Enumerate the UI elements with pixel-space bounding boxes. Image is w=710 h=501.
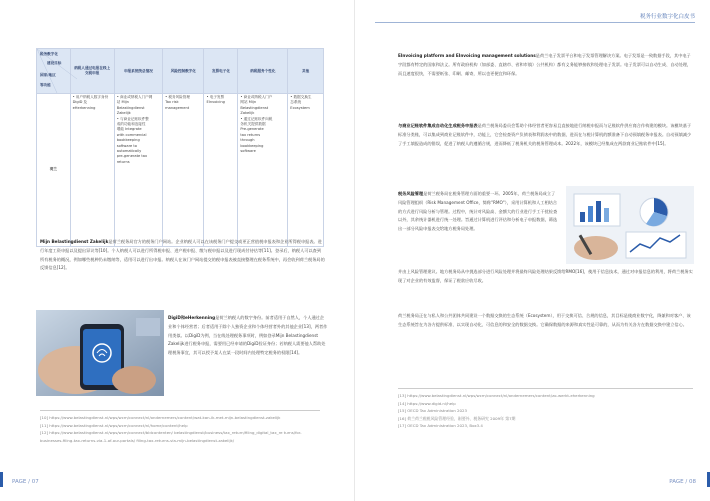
cell-line: eHerkenning <box>72 105 96 110</box>
footnote: [12] https://www.belastingdienst.nl/wps/wcm/connect/bldcontenten/ belastingdienst/business/tax_return/filing_digital_tax_re turns/for-businesses-filing-tax-returns-via-1-of-our-portals/ filing-tax-returns-via-mijn-belastingdienst-zakelijk/ <box>40 430 302 443</box>
column-header: 发票电子化 <box>204 49 238 94</box>
cell-line: Zakelijk <box>240 111 255 116</box>
paragraph-bold-term: 税务风险管理 <box>398 191 424 196</box>
cell-line: Pre-generate <box>240 127 264 132</box>
column-header: 申报系统统总情况 <box>114 49 162 94</box>
paragraph-text: 是荷兰税务局官方的税务门户网站。企业纳税人可以在该税务门户提交或更正营值税申报表和企业所得税申报表。进行年度工资申报以及提出异议等[10]。个人纳税人可以进行所得税申报、进产税申报、缴与税申报以及进行现成付待估等[11]。登录后，纳税人可以查到所有税务的概况，例如哪些税种仍未缴纳等，适用可以进行出申报。纳税人在该门户网站提交的税申报表被直接整理在税务系统中，再会收到荷兰税务局的反馈信息[12]。 <box>40 239 325 271</box>
cell-line: • 商业或纳税人门户网 <box>116 95 153 99</box>
footnote: [13] https://www.belastingdienst.nl/wps/wcm/connect/nl/ondernemers/content/zo-werkt-eherkenning <box>398 393 595 398</box>
page-accent-bar <box>0 472 3 487</box>
cell-line: Ecosystem <box>290 105 310 110</box>
page-number: PAGE / 08 <box>669 479 696 485</box>
footnote: [16] 荷兰荷兰税税风险管理经验，刚要外、税务研究 2009年 第7期 <box>398 415 516 421</box>
cell-line: bookkeeping <box>240 143 264 148</box>
footnote: [17] OECD Tax Administration 2023, Box3.4 <box>398 423 483 429</box>
footnote: [14] https://www.digid.nl/help <box>398 400 456 406</box>
phone-digid-photo <box>36 310 164 396</box>
diag-label: 税务数字化 <box>40 52 58 56</box>
cell-line: • 通过记账软件向税 <box>240 116 273 121</box>
footnote: [15] OECD Tax Administration 2023 <box>398 408 467 414</box>
cell-line: bookkeeping <box>116 138 140 143</box>
cell-line: 态系统 <box>290 100 302 105</box>
paragraph-text: 是荷兰电子发票平台和电子发票管理解决方案。电子发票是一致数据手段，其中电子字段都有特定的国家和法义。所有政府机构（如部委、直辖市、省和市镇）公共机构）都有义务能够接收和处理电子发票。电子发票可以自动生成、自动处理，而且速度很快，不需要纸张、印刷、邮寄，所以也更便宜和环保。 <box>398 53 692 76</box>
paragraph-text: 是荷兰税务局在税务管理方面的重要一环。2005年，荷兰税务局成立了风险管理组织（Risk Management Office，简称"RMO"），采用计算机和人工相结合的方式进行风险分析与管理。过程中，统计对风险高、金额大的行业进行手工干扰检查以外，其余统计器机进行统一处理。旨通过计算机进行评估和分析电子申报数据，筛选出一部分风险申报表交给地方税务局处理。 <box>398 191 558 232</box>
cell-line: software <box>240 149 256 154</box>
footnotes-right <box>398 392 693 430</box>
paragraph-einvoicing <box>398 52 693 78</box>
diag-label: 国家/地区 <box>40 73 56 77</box>
cell-line: pre-generate tax <box>116 154 148 159</box>
footnote: [10] https://www.belastingdienst.nl/wps/wcm/connect/nl/ondernemers/content/wat-kan-ik-met-mijn-belastingdienst-zakelijk <box>40 415 281 420</box>
column-header: 其他 <box>288 49 324 94</box>
cell-line: through <box>240 138 255 143</box>
paragraph-text: 是荷兰税务局委员会帮助个体经营者更容易且直接地进行纳税申报而与记账软件供应商合作构建的模块。该模块基于标准分类账，可以集成到商业记账软件中，功能上，它会检查资产负债表和利润表中的数据，进而在与税计算机的额准备下自动预填税务申报表。自动预填减少了手工填报造成的错误，促进了纳税人的遵循合规，进而降低了税务机关的税务管理成本。2022年，该模块已经集成在两款商业记账软件中[15]。 <box>398 123 692 146</box>
diag-label: 建设目标 <box>47 61 62 65</box>
paragraph-bold-term: Mijn Belastingdienst Zakelijk <box>40 239 109 244</box>
table-row <box>37 94 324 247</box>
cell-line: EInvoicing <box>206 100 225 105</box>
paragraph-bookkeeping <box>398 122 693 148</box>
cell-line: software to <box>116 143 137 148</box>
column-header: 纳税服务个性化 <box>238 49 288 94</box>
cell-line: Zakelijk <box>116 111 131 116</box>
cell-line: automatically <box>116 149 142 154</box>
cell-line: tax returns <box>240 132 261 137</box>
paragraph-ecosystem: 荷兰税务局正在与私人和公共团体共同建设一个数据交换的生态系统（Ecosystem），用于交换可信、合规的信息，其目标是使商业数字化，降兼和对客户、该生态系统旨在为各方提供标准、以实现自动化、可信息的和安全的数据交换。它确保数据的来源和真实性是可靠的，从而为有关各方在数据交换中建立信心。 <box>398 313 691 327</box>
paragraph-text: 是荷兰纳税人的数字身份。前者适用于自然人，个人通过企业和个体经营者；后者适用于除个人独资企业和个体经营者外的其他企业[13]，两者作用类似。以DigiD为例，当在线处理税务事项时，例如登录Mijn Belastingdienst Zakelijk进行税务申报，需要用已经申请的DigiD验证身份；若纳税人需要他人帮助处理税务事宜，其可以授予某人在某一段时间内处理特定税务的权限[14]。 <box>168 315 328 356</box>
cell-line: • 税务风险管理 <box>165 95 190 99</box>
digitalization-table <box>36 48 324 247</box>
paragraph-bold-term: 与商业记账软件集成自动化生成税务申报表 <box>398 123 478 128</box>
footnote-separator <box>398 388 693 389</box>
table-cell <box>288 94 324 247</box>
cell-line: Belastingdienst <box>116 105 145 110</box>
row-header-country: 荷兰 <box>37 94 71 247</box>
cell-line: 站 Mijn <box>116 100 129 105</box>
column-header: 风险控制数字化 <box>163 49 204 94</box>
diag-label: 等功能 <box>40 83 51 87</box>
table-cell <box>114 94 162 247</box>
table-cell <box>204 94 238 247</box>
column-header: 纳税人通过电报在线上交税申报 <box>70 49 114 94</box>
paragraph-mijn-belastingdienst <box>40 238 325 273</box>
cell-line: • 数据交换生 <box>290 95 312 99</box>
cell-line: with commercial <box>116 132 147 137</box>
footnotes-left <box>40 414 320 444</box>
paragraph-risk-management <box>398 190 558 234</box>
cell-line: • 用户纳税人数字身份 <box>72 95 109 99</box>
diagonal-header-cell <box>37 49 71 94</box>
table-cell <box>163 94 204 247</box>
table-cell <box>70 94 114 247</box>
paragraph-bold-term: DigiD和eHerkenning <box>168 315 216 320</box>
table-cell <box>238 94 288 247</box>
cell-line: • 商业或纳税人门户 <box>240 95 273 99</box>
cell-line: • 与商业记账软件整 <box>116 116 149 121</box>
cell-line: returns <box>116 159 130 164</box>
business-analytics-photo <box>566 186 694 264</box>
cell-line: management <box>165 105 190 110</box>
footnote: [11] https://www.belastingdienst.nl/wps/wcm/connect/nl/home/content/help <box>40 422 188 428</box>
paragraph-bold-term: EInvoicing platform and EInvoicing management solutions <box>398 53 536 58</box>
footnote-separator <box>40 410 320 411</box>
paragraph-risk-management-cont: 并由上风险管理建议。地方税务局从中挑选部分进行风险处理并将最终风险处理结果反馈给RMO[16]，使用于信息技术，通过对申报信息的利用，将荷兰税务实现了对企业的有效监督，保证了税款应收尽收。 <box>398 269 693 283</box>
cell-line: 务机关提供数据 <box>240 122 266 127</box>
cell-line: • 电子发票 <box>206 95 225 99</box>
header-title: 税务行业数字化白皮书 <box>639 14 695 20</box>
paragraph-digid <box>168 314 328 358</box>
cell-line: 网站 Mijn <box>240 100 257 105</box>
cell-line: Tax risk <box>165 100 179 105</box>
cell-line: DigiD 及 <box>72 100 88 105</box>
cell-line: 成的功能和连接性 <box>116 122 146 127</box>
cell-line: 增能 Integrate <box>116 127 142 132</box>
cell-line: Belastingdienst <box>240 105 269 110</box>
page-number: PAGE / 07 <box>12 479 39 485</box>
